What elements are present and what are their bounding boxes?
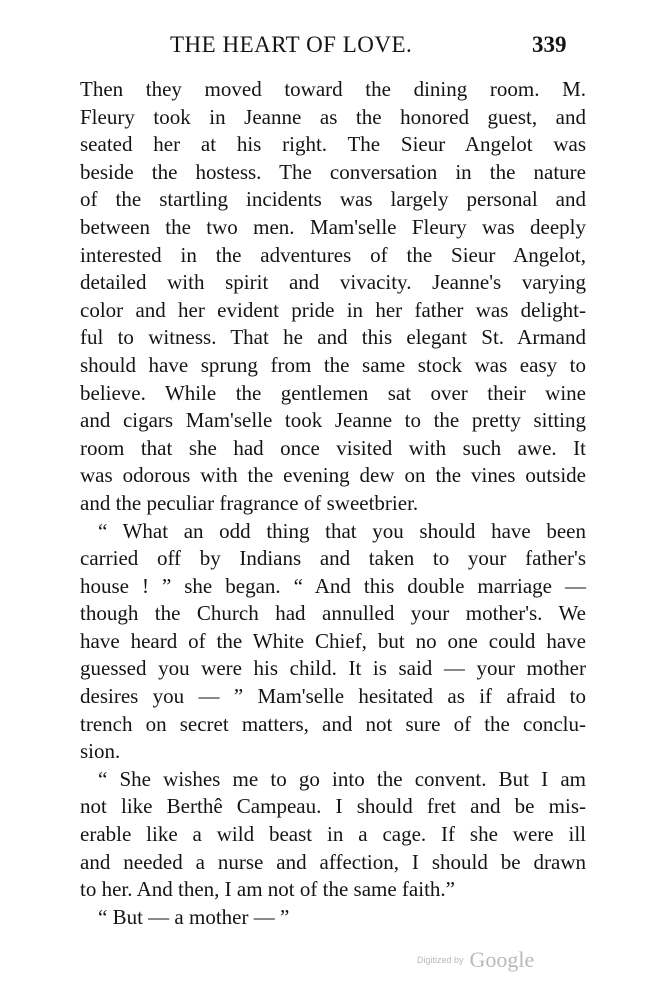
text-line: carried off by Indians and taken to your father's bbox=[80, 546, 586, 571]
text-line: desires you — ” Mam'selle hesitated as if afraid to bbox=[80, 684, 586, 709]
text-line: Then they moved toward the dining room. M. bbox=[80, 77, 586, 101]
text-line: of the startling incidents was largely personal and bbox=[80, 187, 586, 212]
text-line: and the peculiar fragrance of sweetbrier. bbox=[80, 490, 419, 515]
text-line: erable like a wild beast in a cage. If she were ill bbox=[80, 822, 586, 847]
text-line: “ She wishes me to go into the convent. But I am bbox=[98, 766, 586, 791]
text-line: “ But — a mother — ” bbox=[98, 904, 290, 929]
digitized-watermark bbox=[417, 947, 534, 977]
text-line: room that she had once visited with such awe. It bbox=[80, 435, 586, 460]
text-line: between the two men. Mam'selle Fleury was deeply bbox=[80, 214, 586, 239]
text-line: guessed you were his child. It is said — your mother bbox=[80, 656, 586, 681]
text-line: was odorous with the evening dew on the vines outside bbox=[80, 463, 586, 488]
text-line: believe. While the gentlemen sat over their wine bbox=[80, 380, 586, 405]
text-line: and cigars Mam'selle took Jeanne to the pretty sitting bbox=[80, 408, 586, 433]
text-line: Fleury took in Jeanne as the honored guest, and bbox=[80, 104, 586, 129]
text-line: have heard of the White Chief, but no one could have bbox=[80, 628, 586, 653]
text-line: should have sprung from the same stock was easy to bbox=[80, 352, 586, 377]
google-logo: Google bbox=[469, 947, 535, 972]
text-line: interested in the adventures of the Sieur Angelot, bbox=[80, 242, 586, 267]
running-head bbox=[0, 32, 662, 62]
body-text bbox=[80, 76, 586, 931]
text-line: to her. And then, I am not of the same faith.” bbox=[80, 877, 455, 902]
text-line: “ What an odd thing that you should have been bbox=[98, 518, 586, 543]
text-line: not like Berthê Campeau. I should fret and be mis- bbox=[80, 794, 586, 819]
text-line: and needed a nurse and affection, I should be drawn bbox=[80, 849, 586, 874]
text-line: color and her evident pride in her father was delight- bbox=[80, 297, 586, 322]
text-line: trench on secret matters, and not sure of the conclu- bbox=[80, 711, 586, 736]
text-line: house ! ” she began. “ And this double marriage — bbox=[80, 573, 586, 598]
text-line: sion. bbox=[80, 739, 121, 764]
text-line: though the Church had annulled your mother's. We bbox=[80, 601, 586, 626]
text-line: ful to witness. That he and this elegant St. Armand bbox=[80, 325, 586, 350]
watermark-prefix: Digitized by bbox=[417, 955, 464, 965]
text-line: detailed with spirit and vivacity. Jeanne's varying bbox=[80, 270, 586, 295]
page-number: 339 bbox=[532, 32, 567, 57]
text-line: seated her at his right. The Sieur Angelot was bbox=[80, 132, 586, 157]
text-line: beside the hostess. The conversation in the nature bbox=[80, 159, 586, 184]
running-title: THE HEART OF LOVE. bbox=[170, 32, 413, 57]
